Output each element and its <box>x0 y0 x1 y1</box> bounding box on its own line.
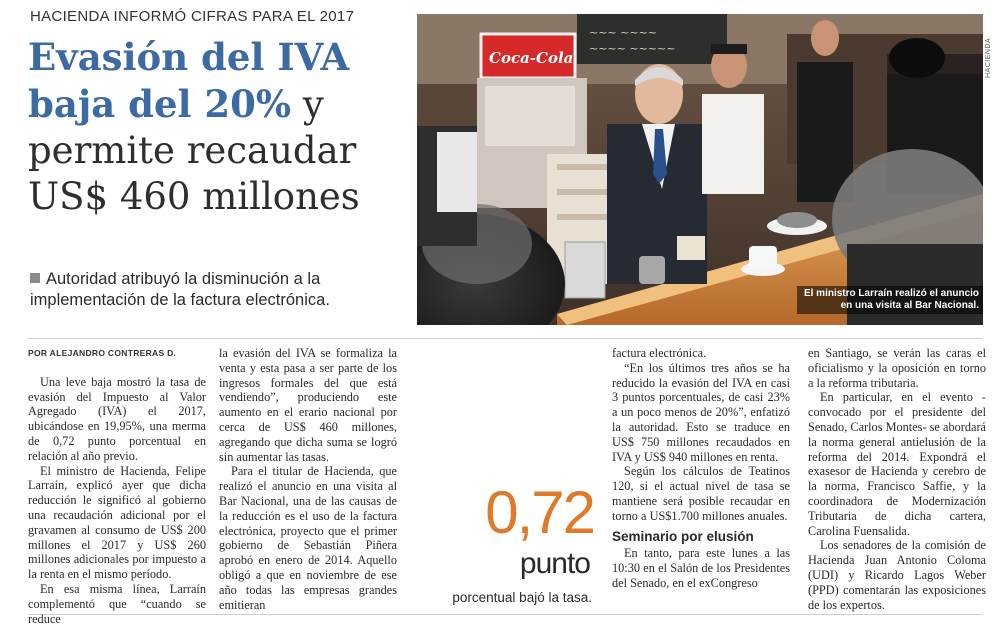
headline-line2-tail: y <box>291 83 324 126</box>
article-photo <box>417 14 983 325</box>
coca-cola-sign-text: Coca-Cola <box>489 49 574 67</box>
kicker: HACIENDA INFORMÓ CIFRAS PARA EL 2017 <box>30 8 355 25</box>
bar-scene-illustration <box>417 14 983 325</box>
paragraph: Una leve baja mostró la tasa de evasión del Impuesto al Valor Agregado (IVA) el 2017, ubicándose en 19,95%, una merma de 0,72 punto porcentual en relación al año previo. <box>28 374 206 463</box>
headline <box>28 34 413 220</box>
summary-text: Autoridad atribuyó la disminución a la implementación de la factura electrónica. <box>30 270 330 309</box>
article-column-1 <box>28 346 206 626</box>
headline-line1: Evasión del IVA <box>28 35 350 79</box>
headline-line3: permite recaudar <box>28 129 357 172</box>
paragraph: En esa misma línea, Larraín complementó que “cuando se reduce <box>28 581 206 626</box>
photo-caption: El ministro Larraín realizó el anuncio en una visita al Bar Nacional. <box>797 286 983 314</box>
svg-text:~~~ ~~~~: ~~~ ~~~~ <box>589 26 658 39</box>
paragraph: en Santiago, se verán las caras el oficialismo y la oposición en torno a la reforma tributaria. <box>808 346 986 390</box>
article-column-4 <box>808 346 986 612</box>
subhead: Seminario por elusión <box>612 528 754 544</box>
top-rule <box>28 338 983 339</box>
svg-text:~~~~ ~~~~~: ~~~~ ~~~~~ <box>589 42 676 55</box>
section-side-label: HACIENDA <box>985 37 992 78</box>
paragraph: Los senadores de la comisión de Hacienda Juan Antonio Coloma (UDI) y Ricardo Lagos Weber (PPD) comentarán las exposiciones de los expertos. <box>808 538 986 612</box>
paragraph: Para el titular de Hacienda, que realizó el anuncio en una visita al Bar Nacional, una de las causas de la reducción es el uso de la factura electrónica, proyecto que el primer gobierno de Sebastián Piñera aprobó en enero de 2014. Aquello obligó a que en noviembre de ese año todas las empresas grandes emitieran <box>219 464 397 612</box>
byline: POR ALEJANDRO CONTRERAS D. <box>28 348 177 358</box>
paragraph: factura electrónica. <box>612 346 707 360</box>
summary <box>30 269 390 311</box>
paragraph: Según los cálculos de Teatinos 120, si el actual nivel de tasa se mantiene será posible recaudar en torno a US$1.700 millones anuales. <box>612 464 790 523</box>
article-column-3 <box>612 346 790 591</box>
paragraph: El ministro de Hacienda, Felipe Larraín, explicó ayer que dicha reducción le significó al gobierno una recaudación adicional por el gravamen al consumo de US$ 200 millones el 2017 y US$ 260 millones adicionales por impuesto a la renta en el mismo período. <box>28 463 206 582</box>
paragraph: En particular, en el evento -convocado por el presidente del Senado, Carlos Montes- se abordará la norma general antielusión de la reforma del 2014. Expondrá el exasesor de Hacienda y cerebro de la norma, Francisco Saffie, y la coordinadora de Modernización Tributaria de dicha cartera, Carolina Fuensalida. <box>808 390 986 538</box>
pull-word: punto <box>519 547 590 580</box>
paragraph: En tanto, para este lunes a las 10:30 en el Salón de los Presidentes del Senado, en el exCongreso <box>612 546 790 590</box>
article-column-2 <box>219 346 397 612</box>
paragraph: “En los últimos tres años se ha reducido la evasión del IVA en casi 3 puntos porcentuales, de casi 23% a un poco menos de 20%”, enfatizó la autoridad. Esto se traduce en US$ 750 millones recaudados en IVA y US$ 940 millones en renta. <box>612 360 790 464</box>
headline-line2-strong: baja del 20% <box>28 82 292 126</box>
pull-text: porcentual bajó la tasa. <box>452 590 592 605</box>
paragraph: la evasión del IVA se formaliza la venta y esta pasa a ser parte de los ingresos formales del que está vendiendo”, produciendo este aumento en el erario nacional por cerca de US$ 460 millones, agregando que dicha suma se logró sin aumentar las tasas. <box>219 346 397 464</box>
square-bullet-icon <box>30 273 40 283</box>
headline-line4: US$ 460 millones <box>28 175 360 218</box>
pull-number: 0,72 <box>485 479 594 546</box>
